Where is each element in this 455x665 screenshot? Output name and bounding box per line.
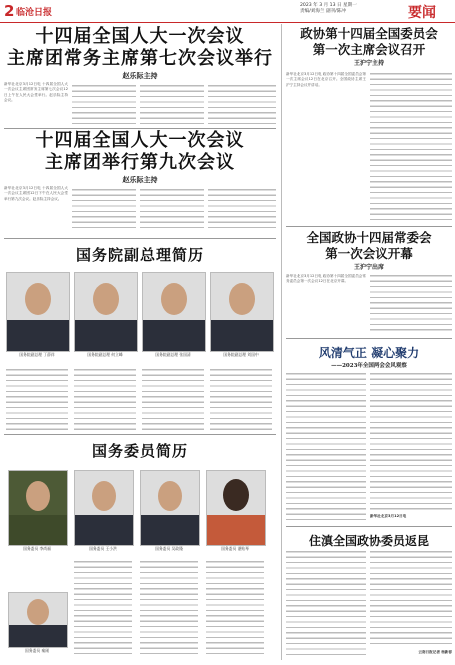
councilor-photo-3 xyxy=(140,470,200,546)
vice-premier-photo-1 xyxy=(6,272,70,352)
vice-premier-photo-3 xyxy=(142,272,206,352)
divider xyxy=(286,338,452,339)
article4-headline-1: 全国政协十四届常委会 xyxy=(306,230,432,245)
paper-name: 临沧日报 xyxy=(16,8,53,18)
vice-premier-bio-4 xyxy=(210,368,272,430)
councilor-bio-4 xyxy=(206,560,264,658)
vice-premier-bio-2 xyxy=(74,368,136,430)
closing-headline: 住滇全国政协委员返昆 xyxy=(308,534,429,548)
article4-lead: 新华社北京3月12日电 政协第十四届全国委员会常务委员会第一次会议12日在北京开幕。 xyxy=(286,274,366,284)
vice-premier-caption-3: 国务院副总理 张国清 xyxy=(155,352,191,357)
vice-premier-caption-4: 国务院副总理 刘国中 xyxy=(223,352,259,357)
divider xyxy=(4,434,276,435)
masthead-info xyxy=(300,3,410,15)
section-title: 要闻 xyxy=(408,5,436,21)
divider xyxy=(4,238,276,239)
councilor-caption-5: 国务委员 秦刚 xyxy=(25,648,49,653)
divider xyxy=(286,526,452,527)
article4-headline-2: 第一次会议开幕 xyxy=(325,246,413,261)
councilor-photo-2 xyxy=(74,470,134,546)
masthead xyxy=(0,0,455,23)
article2-lead: 新华社北京3月12日电 十四届全国人大一次会议主席团12日下午在人民大会堂举行第九次会议。赵乐际主持会议。 xyxy=(4,186,68,201)
article3-headline-2: 第一次主席会议召开 xyxy=(312,42,426,57)
commentary-signoff: 新华社北京3月12日电 xyxy=(370,514,407,518)
closing-body-col1 xyxy=(286,550,366,658)
closing-body-col2 xyxy=(370,550,452,648)
vice-premier-bio-3 xyxy=(142,368,204,430)
article-npc-presidium-9 xyxy=(4,130,276,185)
article3-byline: 王沪宁主持 xyxy=(353,60,384,67)
article3-lead: 新华社北京3月12日电 政协第十四届全国委员会第一次主席会议12日在北京召开。全国政协主席王沪宁主持会议并讲话。 xyxy=(286,72,366,87)
article-cppcc-chairman-meeting xyxy=(286,26,452,67)
article4-byline: 王沪宁出席 xyxy=(353,264,384,271)
commentary-body-col2 xyxy=(370,372,452,512)
vice-premier-photo-2 xyxy=(74,272,138,352)
article1-byline: 赵乐际主持 xyxy=(122,71,158,80)
article2-body-col4 xyxy=(208,188,276,232)
councilor-bio-3 xyxy=(140,560,198,658)
article3-body xyxy=(370,72,452,222)
closing-signoff: 云南日报记者 杨新春 xyxy=(418,650,452,654)
article1-body-col4 xyxy=(208,84,276,124)
vice-premiers-title: 国务院副总理简历 xyxy=(75,246,204,264)
councilor-photo-1 xyxy=(8,470,68,546)
commentary-subtitle: ——2023年全国两会会风观察 xyxy=(331,363,407,369)
vice-premier-bio-1 xyxy=(6,368,68,430)
councilor-caption-3: 国务委员 吴政隆 xyxy=(155,546,183,551)
vice-premier-caption-2: 国务院副总理 何立峰 xyxy=(87,352,123,357)
column-divider xyxy=(281,24,282,660)
councilor-photo-4 xyxy=(206,470,266,546)
article1-body-col3 xyxy=(140,84,204,124)
article2-headline-2: 主席团举行第九次会议 xyxy=(45,152,235,173)
commentary-body-col1 xyxy=(286,372,366,520)
divider xyxy=(286,226,452,227)
councilors-title: 国务委员简历 xyxy=(91,442,188,460)
article2-body-col2 xyxy=(72,188,136,232)
masthead-date: 2023 年 3 月 13 日 星期一 xyxy=(300,3,357,8)
article2-byline: 赵乐际主持 xyxy=(122,175,158,184)
page-number: 2 xyxy=(4,2,15,20)
article3-headline-1: 政协第十四届全国委员会 xyxy=(300,26,438,41)
commentary-headline: 风清气正 凝心聚力 xyxy=(318,346,420,360)
article1-headline-1: 十四届全国人大一次会议 xyxy=(35,26,245,47)
article-cppcc-standing-committee xyxy=(286,230,452,271)
councilor-caption-2: 国务委员 王小洪 xyxy=(89,546,117,551)
councilor-photo-5 xyxy=(8,592,68,648)
councilor-caption-1: 国务委员 李尚福 xyxy=(23,546,51,551)
article1-lead: 新华社北京3月12日电 十四届全国人大一次会议主席团常务主席第七次会议12日上午在人民大会堂举行。赵乐际主持会议。 xyxy=(4,82,68,103)
councilor-bio-2 xyxy=(74,560,132,658)
article1-headline-2: 主席团常务主席第七次会议举行 xyxy=(7,48,273,69)
vice-premier-caption-1: 国务院副总理 丁薛祥 xyxy=(19,352,55,357)
article2-headline-1: 十四届全国人大一次会议 xyxy=(35,130,245,151)
masthead-editors: 责编/刘海兰 副刊/陈冲 xyxy=(300,9,346,14)
article1-body-col2 xyxy=(72,84,136,124)
divider xyxy=(4,128,276,129)
article-npc-presidium-7 xyxy=(4,26,276,81)
article4-body xyxy=(370,274,452,334)
vice-premier-photo-4 xyxy=(210,272,274,352)
article2-body-col3 xyxy=(140,188,204,232)
councilor-caption-4: 国务委员 谌贻琴 xyxy=(221,546,249,551)
